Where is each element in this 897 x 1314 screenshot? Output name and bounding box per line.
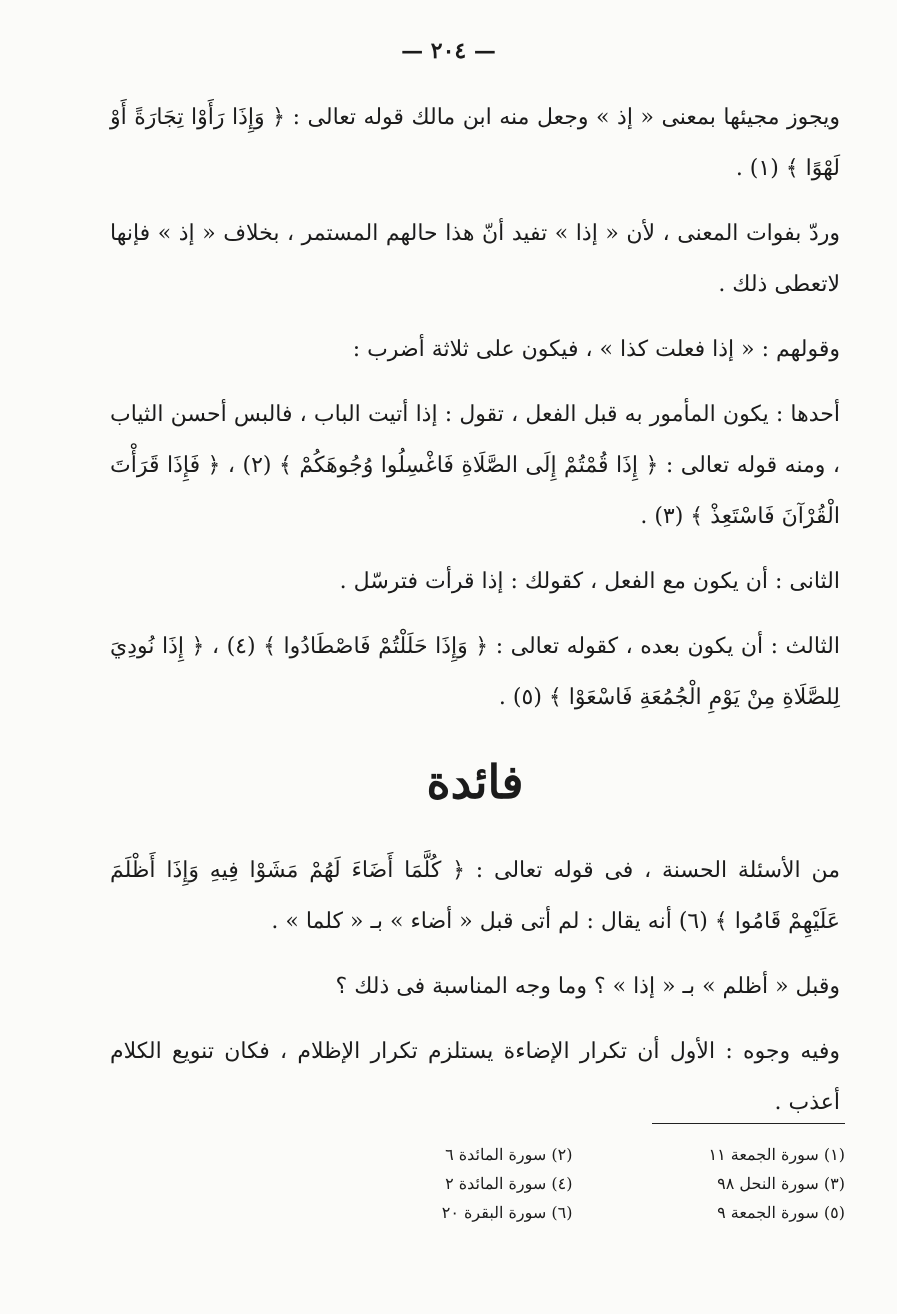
paragraph: ويجوز مجيئها بمعنى « إذ » وجعل منه ابن مالك قوله تعالى : ﴿ وَإِذَا رَأَوْا تِجَارَةً أَوْ لَهْوًا ﴾ (١) .	[110, 105, 840, 181]
paragraph: أحدها : يكون المأمور به قبل الفعل ، تقول : إذا أتيت الباب ، فالبس أحسن الثياب ، ومنه قوله تعالى : ﴿ إِذَا قُمْتُمْ إِلَى الصَّلَاةِ فَاغْسِلُوا وُجُوهَكُمْ ﴾ (٢) ، ﴿ فَإِذَا قَرَأْتَ الْقُرْآنَ فَاسْتَعِذْ ﴾ (٣) .	[110, 402, 841, 529]
footnote: (٦) سورة البقرة ٢٠	[441, 1203, 573, 1222]
footnote: (٣) سورة النحل ٩٨	[717, 1174, 845, 1193]
paragraph: وردّ بفوات المعنى ، لأن « إذا » تفيد أنّ هذا حالهم المستمر ، بخلاف « إذ » فإنها لاتعطى ذلك .	[110, 221, 840, 297]
page-number: — ٢٠٤ —	[401, 38, 496, 64]
paragraph: الثانى : أن يكون مع الفعل ، كقولك : إذا قرأت فترسّل .	[339, 569, 840, 594]
footnote: (٥) سورة الجمعة ٩	[717, 1203, 845, 1222]
paragraph: وقولهم : « إذا فعلت كذا » ، فيكون على ثلاثة أضرب :	[352, 337, 840, 362]
paragraph: الثالث : أن يكون بعده ، كقوله تعالى : ﴿ وَإِذَا حَلَلْتُمْ فَاصْطَادُوا ﴾ (٤) ، ﴿ إِذَا نُودِيَ لِلصَّلَاةِ مِنْ يَوْمِ الْجُمُعَةِ فَاسْعَوْا ﴾ (٥) .	[110, 634, 841, 710]
footnote: (١) سورة الجمعة ١١	[708, 1145, 845, 1164]
footnote-divider	[652, 1123, 845, 1124]
footnotes-column-left	[300, 1140, 573, 1227]
paragraph: وقبل « أظلم » بـ « إذا » ؟ وما وجه المناسبة فى ذلك ؟	[335, 974, 840, 999]
footnotes	[300, 1140, 845, 1227]
footnotes-column-right	[573, 1140, 846, 1227]
section-heading: فائدة	[426, 755, 524, 809]
footnote: (٢) سورة المائدة ٦	[445, 1145, 573, 1164]
paragraph: من الأسئلة الحسنة ، فى قوله تعالى : ﴿ كُلَّمَا أَضَاءَ لَهُمْ مَشَوْا فِيهِ وَإِذَا أَظْلَمَ عَلَيْهِمْ قَامُوا ﴾ (٦) أنه يقال : لم أتى قبل « أضاء » بـ « كلما » .	[110, 858, 840, 934]
footnote: (٤) سورة المائدة ٢	[445, 1174, 573, 1193]
main-text	[110, 92, 840, 1142]
paragraph: وفيه وجوه : الأول أن تكرار الإضاءة يستلزم تكرار الإظلام ، فكان تنويع الكلام أعذب .	[110, 1039, 840, 1115]
